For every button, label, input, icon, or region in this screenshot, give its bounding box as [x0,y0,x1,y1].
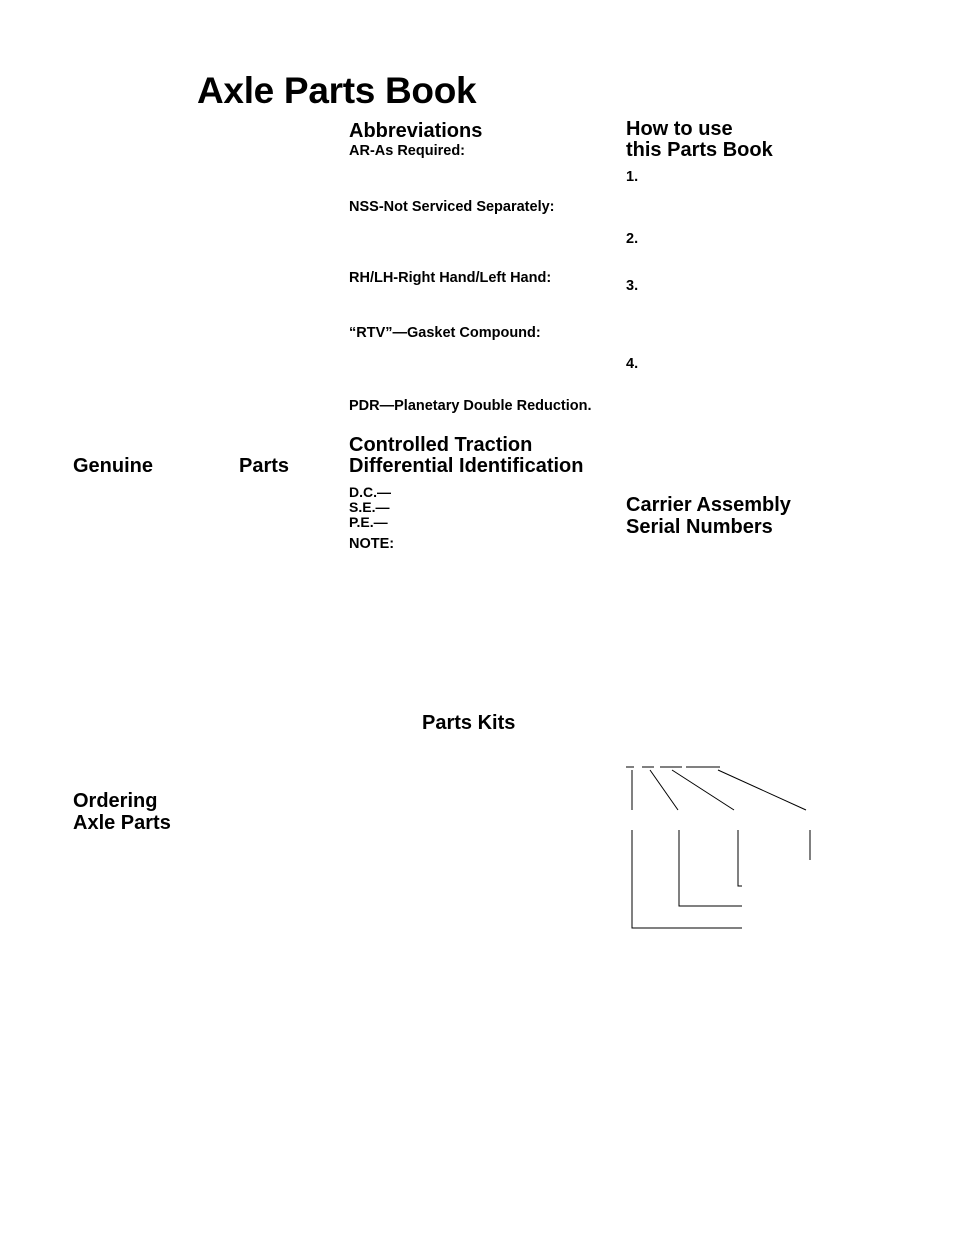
how-to-use-heading-line1: How to use [626,118,733,140]
code-pe: P.E.— [349,514,388,530]
abbrev-pdr: PDR—Planetary Double Reduction. [349,398,592,414]
abbreviations-heading: Abbreviations [349,120,483,142]
genuine-label: Genuine [73,455,154,477]
step-4: 4. [626,356,639,372]
bracket-3 [738,830,742,886]
serial-number-callout-diagram [620,760,820,940]
note-label: NOTE: [349,536,395,552]
step-1: 1. [626,169,639,185]
abbrev-ar: AR-As Required: [349,143,466,159]
controlled-traction-heading-line1: Controlled Traction [349,434,533,456]
parts-label: Parts [239,455,290,477]
leader-line-4 [718,770,806,810]
bracket-1 [632,830,742,928]
abbrev-nss: NSS-Not Serviced Separately: [349,199,555,215]
abbrev-rh-lh: RH/LH-Right Hand/Left Hand: [349,270,552,286]
step-3: 3. [626,278,639,294]
leader-line-2 [650,770,678,810]
ordering-heading-line2: Axle Parts [73,812,171,834]
carrier-assembly-heading-line1: Carrier Assembly [626,494,791,516]
code-dc: D.C.— [349,484,391,500]
bracket-2 [679,830,742,906]
how-to-use-heading-line2: this Parts Book [626,139,773,161]
carrier-assembly-heading-line2: Serial Numbers [626,516,773,538]
leader-line-3 [672,770,734,810]
parts-kits-heading: Parts Kits [422,712,516,734]
controlled-traction-heading-line2: Differential Identification [349,455,584,477]
abbrev-rtv: “RTV”—Gasket Compound: [349,325,541,341]
page-title: Axle Parts Book [197,70,477,111]
ordering-heading-line1: Ordering [73,790,158,812]
step-2: 2. [626,231,639,247]
code-se: S.E.— [349,499,390,515]
